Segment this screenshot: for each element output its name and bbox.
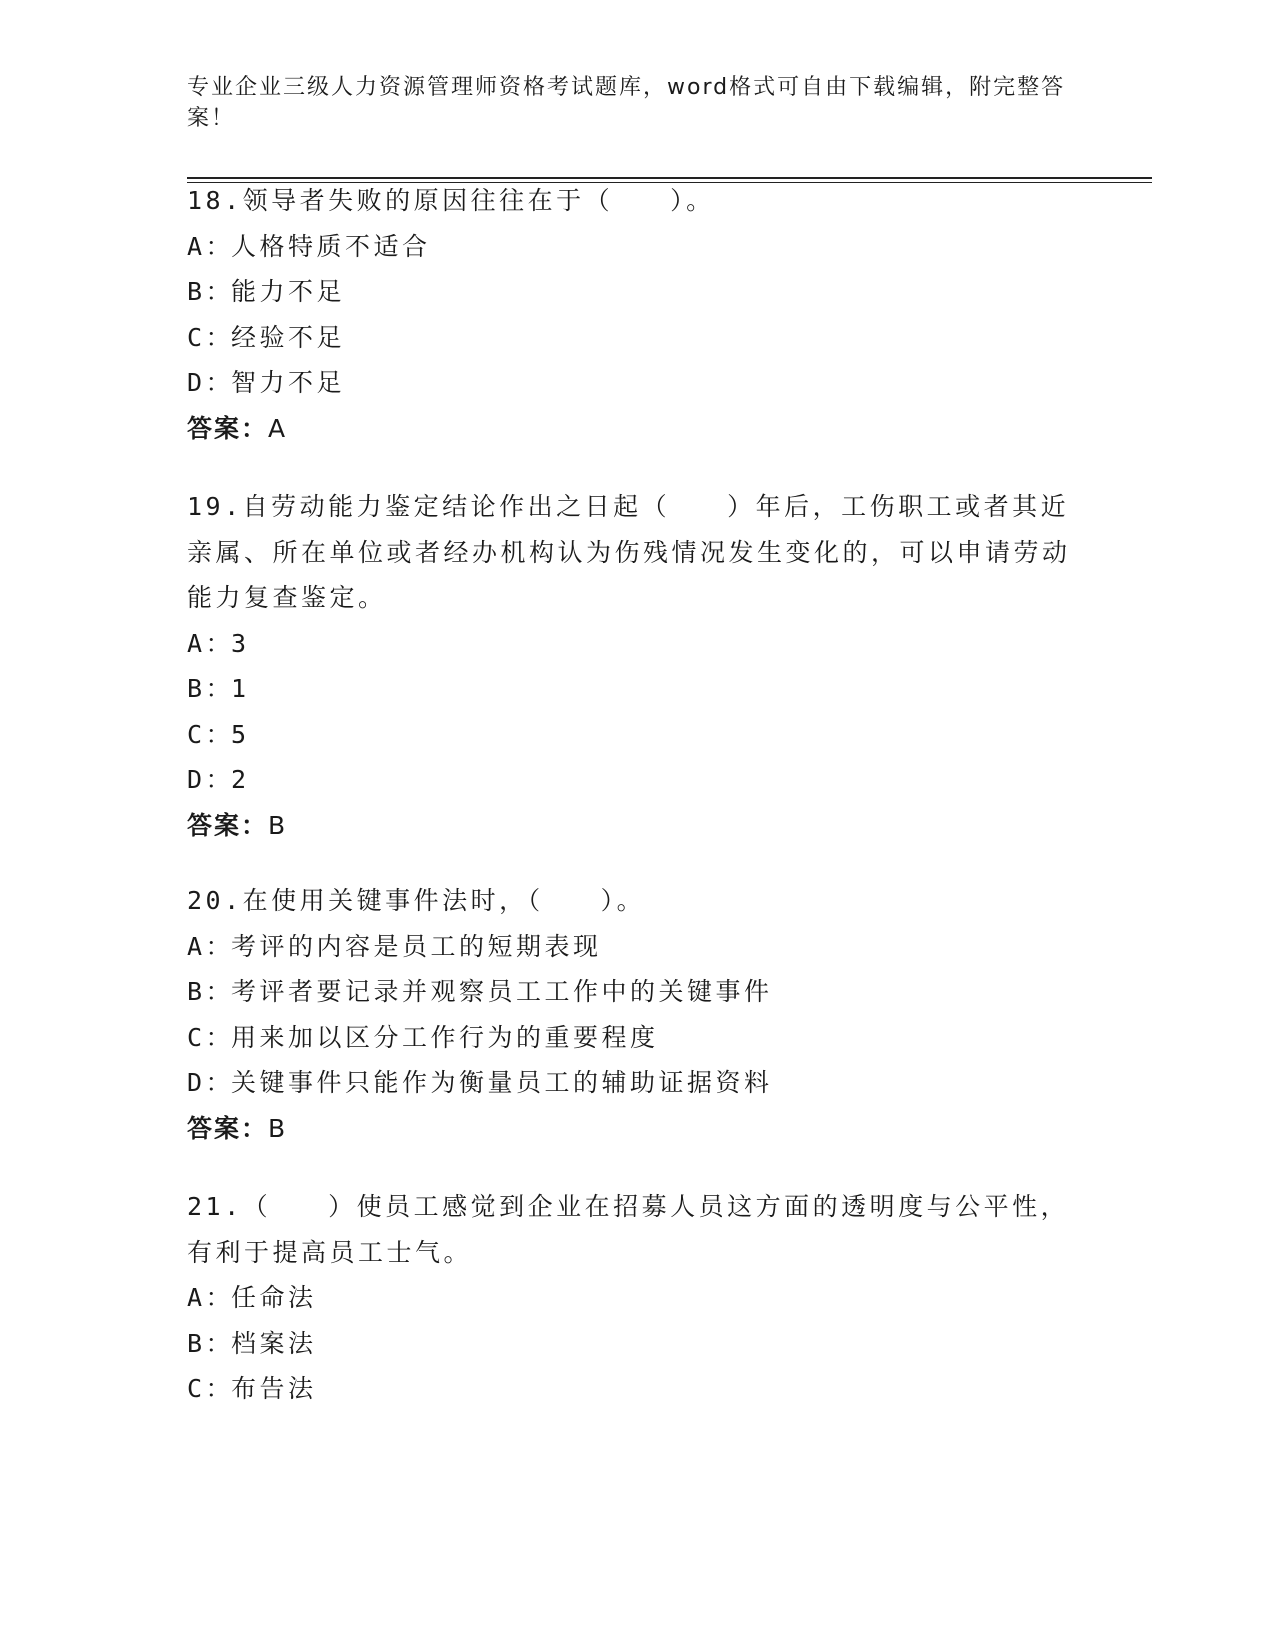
answer-label: 答案： [187, 810, 269, 840]
option-b: B：档案法 [187, 1328, 317, 1358]
option-c: C：布告法 [187, 1374, 317, 1403]
header-title: 专业企业三级人力资源管理师资格考试题库，word格式可自由下载编辑，附完整答案！ [187, 75, 1066, 131]
option-a: A：考评的内容是员工的短期表现 [187, 931, 602, 961]
answer-value: B [268, 810, 288, 840]
option-b: B：1 [187, 674, 250, 703]
question-18 [187, 178, 1087, 451]
option-d: D：2 [187, 765, 250, 794]
option-c: C：经验不足 [187, 322, 346, 352]
question-19 [187, 484, 1087, 848]
option-d: D：关键事件只能作为衡量员工的辅助证据资料 [187, 1068, 773, 1097]
option-d: D：智力不足 [187, 368, 346, 397]
question-stem: 21.（ ）使员工感觉到企业在招募人员这方面的透明度与公平性，有利于提高员工士气。 [187, 1192, 1070, 1267]
question-stem: 19.自劳动能力鉴定结论作出之日起（ ）年后，工伤职工或者其近亲属、所在单位或者经办机构认为伤残情况发生变化的，可以申请劳动能力复查鉴定。 [187, 492, 1071, 612]
option-a: A：任命法 [187, 1283, 317, 1312]
option-a: A：人格特质不适合 [187, 231, 431, 261]
answer-label: 答案： [187, 1113, 269, 1143]
option-c: C：用来加以区分工作行为的重要程度 [187, 1022, 659, 1052]
answer-line [187, 406, 1087, 452]
question-stem: 18.领导者失败的原因往往在于（ ）。 [187, 186, 715, 215]
question-20 [187, 878, 1087, 1151]
answer-line [187, 803, 1087, 849]
question-21 [187, 1184, 1087, 1412]
answer-value: A [268, 413, 288, 443]
document-header [187, 72, 1067, 134]
option-b: B：考评者要记录并观察员工工作中的关键事件 [187, 977, 773, 1006]
answer-label: 答案： [187, 413, 269, 443]
answer-value: B [268, 1113, 288, 1143]
option-a: A：3 [187, 628, 250, 658]
answer-line [187, 1106, 1087, 1152]
question-stem: 20.在使用关键事件法时，（ ）。 [187, 886, 646, 915]
option-c: C：5 [187, 719, 250, 749]
option-b: B：能力不足 [187, 277, 346, 306]
